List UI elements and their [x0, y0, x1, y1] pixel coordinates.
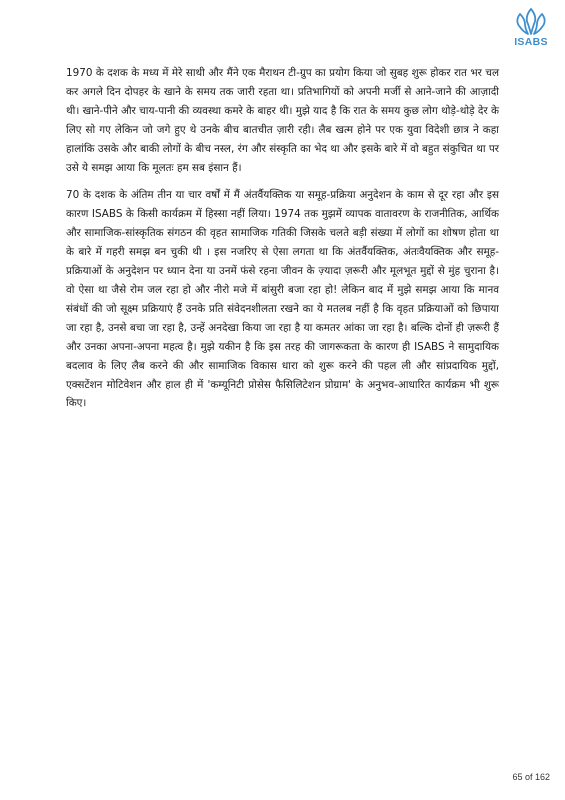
isabs-logo-icon	[511, 6, 551, 36]
page-number: 65 of 162	[512, 772, 550, 782]
logo-text: ISABS	[514, 36, 548, 48]
main-content	[66, 64, 499, 422]
paragraph-1: 1970 के दशक के मध्य में मेरे साथी और मैंने एक मैराथन टी-ग्रुप का प्रयोग किया जो सुबह शुरू होकर रात भर चल कर अगले दिन दोपहर के खाने के समय तक जारी रहता था। प्रतिभागियों को अपनी मर्जी से आने-जाने की आज़ादी थी। खाने-पीने और चाय-पानी की व्यवस्था कमरे के बाहर थी। मुझे याद है कि रात के समय कुछ लोग थोड़े-थोड़े देर के लिए सो गए लेकिन जो जगे हुए थे उनके बीच बातचीत ज़ारी रही। लैब खत्म होने पर एक युवा विदेशी छात्र ने कहा हालांकि उसके और बाकी लोगों के बीच नस्ल, रंग और संस्कृति का भेद था और इसके बारे में वो बहुत संकुचित था पर उसे ये समझ आया कि मूलतः हम सब इंसान हैं।	[66, 67, 499, 174]
isabs-logo	[507, 6, 555, 50]
paragraph-2: 70 के दशक के अंतिम तीन या चार वर्षों में मैं अंतर्वैयक्तिक या समूह-प्रक्रिया अनुदेशन के काम से दूर रहा और इस कारण ISABS के किसी कार्यक्रम में हिस्सा नहीं लिया। 1974 तक मुझमें व्यापक वातावरण के राजनीतिक, आर्थिक और सामाजिक-सांस्कृतिक संगठन की वृहत सामाजिक गतिकी जिसके चलते बड़ी संख्या में लोगों का शोषण होता था के बारे में गहरी समझ बन चुकी थी । इस नजरिए से ऐसा लगता था कि अंतर्वैयक्तिक, अंतःवैयक्तिक और समूह-प्रक्रियाओं के अनुदेशन पर ध्यान देना या उनमें फंसे रहना जीवन के ज़्यादा ज़रूरी और मूलभूत मुद्दों से मुंह चुराना है। वो ऐसा था जैसे रोम जल रहा हो और नीरो मजे में बांसुरी बजा रहा हो! लेकिन बाद में मुझे समझ आया कि मानव संबंधों की जो सूक्ष्म प्रक्रियाएं हैं उनके प्रति संवेदनशीलता रखने का ये मतलब नहीं है कि वृहत प्रक्रियाओं को छिपाया जा रहा है, उनसे बचा जा रहा है, उन्हें अनदेखा किया जा रहा है या कमतर आंका जा रहा है। बल्कि दोनों ही ज़रूरी हैं और उनका अपना-अपना महत्व है। मुझे यकीन है कि इस तरह की जागरूकता के कारण ही ISABS ने सामुदायिक बदलाव के लिए लैब करने की और सामाजिक विकास धारा को शुरू करने की पहल ली और सांप्रदायिक मुद्दों, एक्सटेंशन मोटिवेशन और हाल ही में 'कम्यूनिटी प्रोसेस फैसिलिटेशन प्रोग्राम' के अनुभव-आधारित कार्यक्रम भी शुरू किए।	[66, 189, 499, 410]
